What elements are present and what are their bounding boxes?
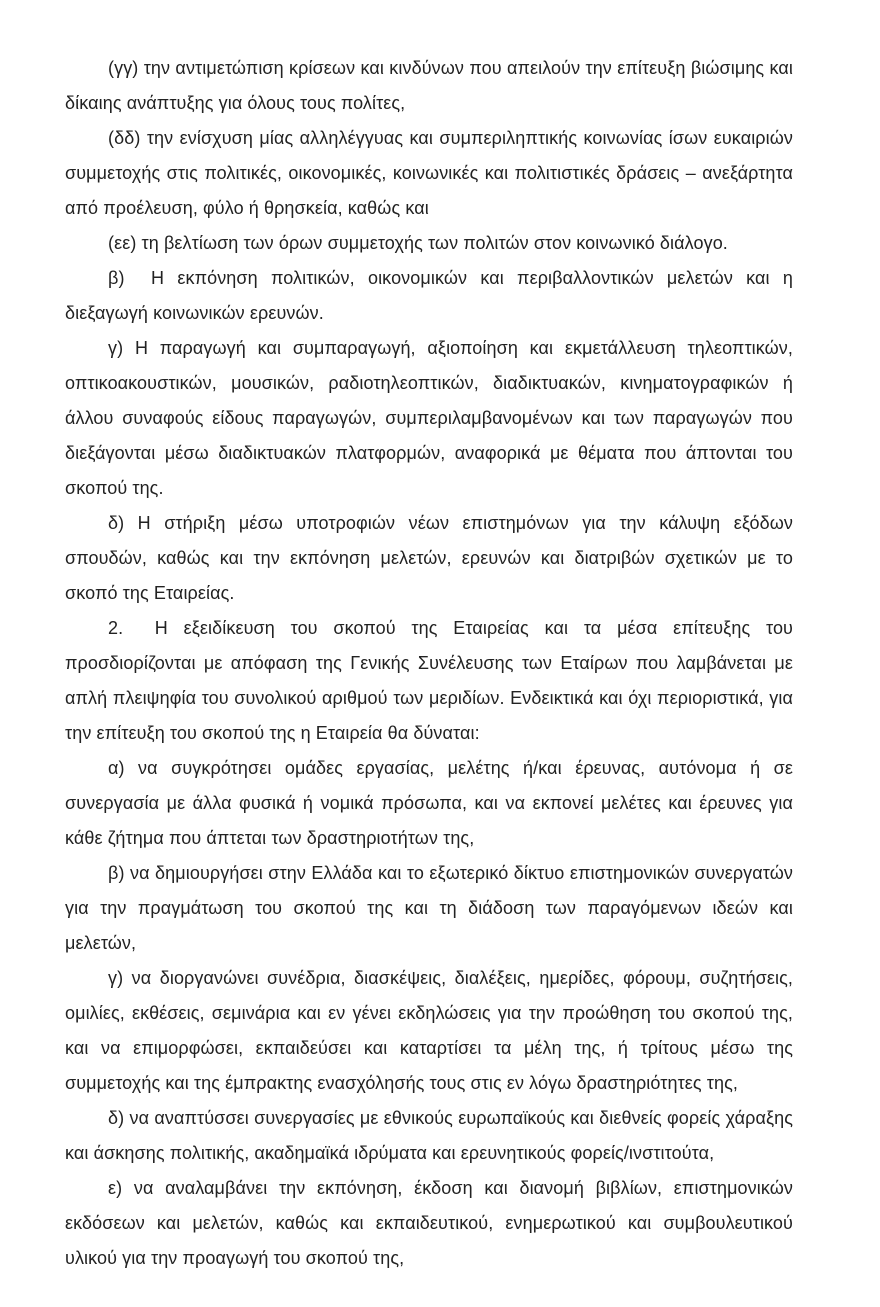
paragraph-item-2-epsilon: ε) να αναλαμβάνει την εκπόνηση, έκδοση και διανομή βιβλίων, επιστημονικών εκδόσεων και μελετών, καθώς και εκπαιδευτικού, ενημερωτικού και συμβουλευτικού υλικού για την προαγωγή του σκοπού της,	[65, 1178, 793, 1268]
paragraph-item-gg: (γγ) την αντιμετώπιση κρίσεων και κινδύνων που απειλούν την επίτευξη βιώσιμης και δίκαιης ανάπτυξης για όλους τους πολίτες,	[65, 58, 793, 113]
paragraph-item-2-delta: δ) να αναπτύσσει συνεργασίες με εθνικούς ευρωπαϊκούς και διεθνείς φορείς χάραξης και άσκησης πολιτικής, ακαδημαϊκά ιδρύματα και ερευνητικούς φορείς/ινστιτούτα,	[65, 1108, 793, 1163]
paragraph-item-delta: δ) Η στήριξη μέσω υποτροφιών νέων επιστημόνων για την κάλυψη εξόδων σπουδών, καθώς και την εκπόνηση μελετών, ερευνών και διατριβών σχετικών με το σκοπό της Εταιρείας.	[65, 513, 793, 603]
document-text-block	[65, 51, 793, 1276]
paragraph-item-beta: β) Η εκπόνηση πολιτικών, οικονομικών και περιβαλλοντικών μελετών και η διεξαγωγή κοινωνικών ερευνών.	[65, 268, 793, 323]
paragraph-item-2-beta: β) να δημιουργήσει στην Ελλάδα και το εξωτερικό δίκτυο επιστημονικών συνεργατών για την πραγμάτωση του σκοπού της και τη διάδοση των παραγόμενων ιδεών και μελετών,	[65, 863, 793, 953]
paragraph-item-2-alpha: α) να συγκρότησει ομάδες εργασίας, μελέτης ή/και έρευνας, αυτόνομα ή σε συνεργασία με άλλα φυσικά ή νομικά πρόσωπα, και να εκπονεί μελέτες και έρευνες για κάθε ζήτημα που άπτεται των δραστηριοτήτων της,	[65, 758, 793, 848]
paragraph-section-2: 2. Η εξειδίκευση του σκοπού της Εταιρείας και τα μέσα επίτευξης του προσδιορίζονται με απόφαση της Γενικής Συνέλευσης των Εταίρων που λαμβάνεται με απλή πλειψηφία του συνολικού αριθμού των μεριδίων. Ενδεικτικά και όχι περιοριστικά, για την επίτευξη του σκοπού της η Εταιρεία θα δύναται:	[65, 618, 793, 743]
paragraph-item-ee: (εε) τη βελτίωση των όρων συμμετοχής των πολιτών στον κοινωνικό διάλογο.	[108, 233, 728, 253]
paragraph-item-gamma: γ) Η παραγωγή και συμπαραγωγή, αξιοποίηση και εκμετάλλευση τηλεοπτικών, οπτικοακουστικών, μουσικών, ραδιοτηλεοπτικών, διαδικτυακών, κινηματογραφικών ή άλλου συναφούς είδους παραγωγών, συμπεριλαμβανομένων και των παραγωγών που διεξάγονται μέσω διαδικτυακών πλατφορμών, αναφορικά με θέματα που άπτονται του σκοπού της.	[65, 338, 793, 498]
paragraph-item-2-gamma: γ) να διοργανώνει συνέδρια, διασκέψεις, διαλέξεις, ημερίδες, φόρουμ, συζητήσεις, ομιλίες, εκθέσεις, σεμινάρια και εν γένει εκδηλώσεις για την προώθηση του σκοπού της, και να επιμορφώσει, εκπαιδεύσει και καταρτίσει τα μέλη της, ή τρίτους μέσω της συμμετοχής και της έμπρακτης ενασχόλησής τους στις εν λόγω δραστηριότητες της,	[65, 968, 793, 1093]
paragraph-item-dd: (δδ) την ενίσχυση μίας αλληλέγγυας και συμπεριληπτικής κοινωνίας ίσων ευκαιριών συμμετοχής στις πολιτικές, οικονομικές, κοινωνικές και πολιτιστικές δράσεις – ανεξάρτητα από προέλευση, φύλο ή θρησκεία, καθώς και	[65, 128, 793, 218]
